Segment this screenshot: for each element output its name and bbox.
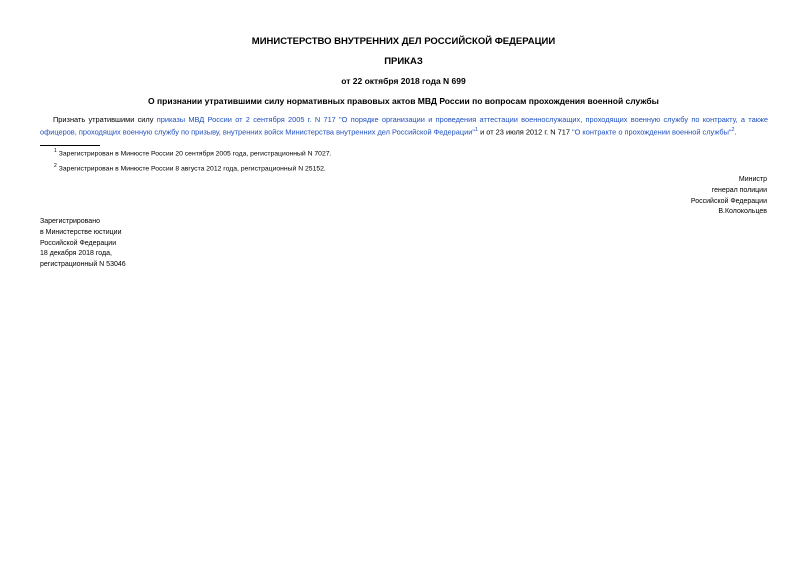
- order-link-2005[interactable]: приказы МВД России от 2 сентября 2005 г. N 717 "О порядке организации и проведения аттестации военнослужащих, проходящих военную службу по контракту, а также офицеров, проходящих военную службу по призыву, внутренних войск Министерства внутренних дел Российской Федерации": [40, 115, 768, 137]
- document-date-number: от 22 октября 2018 года N 699: [341, 76, 466, 86]
- document-title: О признании утратившими силу нормативных правовых актов МВД России по вопросам прохождения военной службы: [148, 96, 659, 106]
- signature-name: В.Колокольцев: [718, 208, 767, 216]
- footnote-2: [54, 163, 326, 172]
- footnote-divider: [40, 145, 100, 146]
- footnote-ref-2[interactable]: 2: [731, 127, 735, 133]
- footnote-text: Зарегистрирован в Минюсте России 20 сентября 2005 года, регистрационный N 7027.: [58, 150, 332, 158]
- signature-block: [691, 175, 767, 218]
- footnote-ref-1[interactable]: 1: [474, 127, 479, 133]
- footnote-number: 1: [54, 148, 57, 154]
- footnote-text: Зарегистрирован в Минюсте России 8 августа 2012 года, регистрационный N 25152.: [58, 165, 326, 173]
- registration-number: регистрационный N 53046: [40, 261, 126, 269]
- registration-date: 18 декабря 2018 года,: [40, 250, 112, 258]
- registration-line: Зарегистрировано: [40, 218, 100, 225]
- order-paragraph: [40, 115, 768, 137]
- paragraph-intro: Признать утратившими силу: [53, 115, 157, 124]
- signature-position: Министр: [738, 176, 767, 183]
- document-type: ПРИКАЗ: [384, 56, 423, 67]
- ministry-heading: МИНИСТЕРСТВО ВНУТРЕННИХ ДЕЛ РОССИЙСКОЙ ФЕДЕРАЦИИ: [251, 36, 556, 47]
- footnote-1: [54, 148, 331, 157]
- registration-line: в Министерстве юстиции: [40, 228, 122, 236]
- paragraph-end: .: [734, 127, 737, 137]
- footnote-number: 2: [54, 163, 57, 169]
- registration-block: [40, 217, 126, 271]
- signature-rank: генерал полиции: [711, 186, 767, 194]
- paragraph-middle: и от 23 июля 2012 г. N 717: [478, 127, 572, 137]
- signature-country: Российской Федерации: [690, 197, 767, 205]
- order-link-2012[interactable]: "О контракте о прохождении военной службы": [572, 127, 732, 137]
- registration-line: Российской Федерации: [40, 239, 117, 247]
